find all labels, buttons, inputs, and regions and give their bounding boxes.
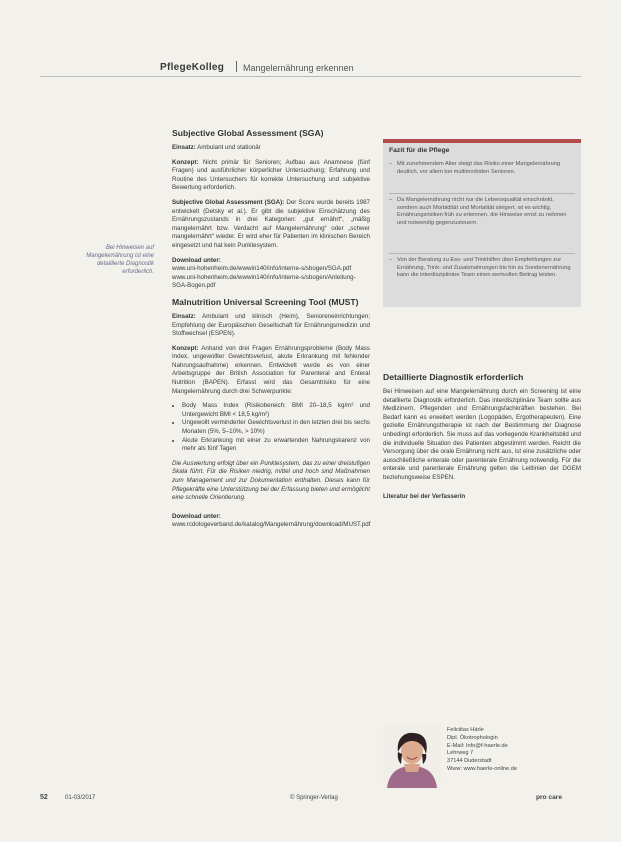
header-separator <box>236 61 237 72</box>
fazit-item <box>389 197 575 227</box>
must-einsatz <box>172 313 370 339</box>
issue-info: 01-03/2017 <box>65 795 96 801</box>
header-topic: Mangelernährung erkennen <box>243 63 354 73</box>
list-item: • Akute Erkrankung mit einer zu erwartenden Nahrungskarenz von mehr als fünf Tagen <box>182 437 370 454</box>
list-item: • Ungewollt verminderter Gewichtsverlust in den letzten drei bis sechs Monaten (5%, 5–10%, > 10%) <box>182 419 370 436</box>
sga-download <box>172 257 370 291</box>
fazit-item-text: Da Mangelernährung nicht nur die Lebensqualität einschränkt, sondern auch Morbidität und Mortalität steigert, ist es wichtig, Ernährungsrisiken früh zu erkennen, die Hinweise ernst zu nehmen und notwendig gegenzusteuern. <box>397 197 567 226</box>
must-download-link[interactable]: www.rcdologeverband.de/katalog/Mangelernährung/download/MUST.pdf <box>172 521 371 529</box>
author-street: Lehrweg 7 <box>447 750 474 757</box>
must-konzept-text: Anhand von drei Fragen Ernährungsprobleme (Body Mass Index, ungewollter Gewichtsverlust, akute Erkrankung mit fehlender Nahrungsaufnahme) erkennen. Entwickelt wurde es von einer Arbeitsgruppe der British Association for Parenteral and Enteral Nutrition (BAPEN). Erfasst wird das Gesamtrisiko für eine Mangelernährung durch drei Schwerpunkte: <box>172 344 370 395</box>
author-title: Dipl. Ökotrophologin <box>447 734 498 741</box>
dash-icon: – <box>389 161 393 167</box>
author-info <box>447 727 581 774</box>
must-download-label: Download unter: <box>172 512 221 520</box>
diagnostics-heading: Detaillierte Diagnostik erforderlich <box>383 372 524 382</box>
must-konzept <box>172 345 370 397</box>
fazit-item-text: Von der Beratung zu Ess- und Trinkhilfen über Empfehlungen zur Ernährung, Trink- und Zusatznahrungen bis hin zu Sondenernährung kann die interdisziplinäre Team einen wertvollen Beitrag leisten. <box>397 257 571 279</box>
dash-icon: – <box>389 197 393 203</box>
author-box <box>383 724 581 788</box>
page-footer <box>0 794 621 806</box>
journal-brand: PflegeKolleg <box>160 62 225 73</box>
sga-description <box>172 199 370 251</box>
fazit-divider <box>389 253 575 254</box>
fazit-accent-bar <box>383 139 581 143</box>
diagnostics-text: Bei Hinweisen auf eine Mangelernährung durch ein Screening ist eine detaillierte Diagnostik erforderlich. Das interdisziplinäre Team sollte aus Medizinern, Pflegenden und Ernährungsfachkräften bestehen. Bei Bedarf kann es erweitert werden (Logopäden, Ergotherapeuten). Eine gezielte Ernährungstherapie ist nach der Bestimmung der Diagnose unbedingt erforderlich. Sie muss auf das vorliegende Krankheitsbild und die individuelle Situation des Patienten abgestimmt werden. Reicht die Versorgung über die orale Ernährung nicht aus, ist eine zusätzliche oder ausschließliche enterale oder parenterale Ernährung notwendig. Für die enterale und parenterale Ernährung gelten die Leitlinien der DGEM beziehungsweise ESPEN. <box>383 388 581 481</box>
literature-note: Literatur bei der Verfasserin <box>383 492 466 500</box>
fazit-title: Fazit für die Pflege <box>389 147 450 154</box>
author-city: 37144 Duderstadt <box>447 758 492 765</box>
fazit-item <box>389 257 575 280</box>
margin-note: Bei Hinweisen auf Mangelernährung ist eine detaillierte Diagnostik erforderlich. <box>86 245 154 275</box>
must-criteria-list <box>172 402 370 454</box>
left-column <box>172 128 370 536</box>
sga-description-text: Der Score wurde bereits 1987 entwickelt (Detsky et al.). Er gibt die subjektive Einschätzung des Ernährungszustands in drei Kategorien: „gut ernährt“, „mäßig mangelernährt bzw. Verdacht auf Mangelernährung“ oder „schwer mangelernährt“ wieder. Er wird eher für Patienten im klinischen Bereich eingesetzt und hat kein Punktesystem. <box>172 198 370 249</box>
must-konzept-label: Konzept: <box>172 344 199 352</box>
author-website[interactable]: Www: www.haerle-online.de <box>447 765 517 772</box>
page-number: 52 <box>40 794 48 801</box>
fazit-item-text: Mit zunehmendem Alter steigt das Risiko einer Mangelernährung deutlich, vor allem bei multimorbiden Senioren. <box>397 161 561 175</box>
fazit-item <box>389 161 575 176</box>
list-item: • Body Mass Index (Risikobereich: BMI 20–18,5 kg/m² und Untergewicht BMI < 18,5 kg/m²) <box>182 402 370 419</box>
sga-konzept-label: Konzept: <box>172 158 199 166</box>
dash-icon: – <box>389 257 393 263</box>
must-download <box>172 513 370 530</box>
header-rule <box>40 76 581 77</box>
sga-einsatz-text: Ambulant und stationär <box>195 144 261 151</box>
sga-konzept <box>172 159 370 193</box>
sga-download-link-2[interactable]: www.uni-hohenheim.de/wwwin140/info/interne-s/sbogen/Anleitung-SGA-Bogen.pdf <box>172 273 356 290</box>
sga-heading: Subjective Global Assessment (SGA) <box>172 128 324 138</box>
page-header <box>0 60 621 78</box>
must-einsatz-text: Ambulant und klinisch (Heim), Senioreneinrichtungen; Empfehlung der Europäischen Gesellschaft für Ernährungsmedizin und Stoffwechsel (ESPEN). <box>172 312 370 338</box>
sga-download-link-1[interactable]: www.uni-hohenheim.de/wwwin140/info/interne-s/sbogen/SGA.pdf <box>172 265 352 273</box>
must-evaluation: Die Auswertung erfolgt über ein Punktesystem, das zu einer dreistufigen Skala führt. Für die Risiken niedrig, mittel und hoch sind Maßnahmen zum Management und zur Dokumentation enthalten. Dieses kann für Pflegekräfte eine Unterstützung bei der Erfassung bieten und ermöglicht eine schnelle Orientierung. <box>172 459 370 502</box>
sga-einsatz <box>172 144 370 153</box>
sga-konzept-text: Nicht primär für Senioren; Aufbau aus Anamnese (fünf Fragen) und ausführlicher körperlicher Untersuchung; Erfahrung und Routine des Untersuchers für korrekte Untersuchung und subjektive Bewertung erforderlich. <box>172 158 370 192</box>
journal-name: pro care <box>536 794 563 801</box>
must-einsatz-label: Einsatz: <box>172 312 196 320</box>
publisher: © Springer-Verlag <box>290 795 338 801</box>
fazit-divider <box>389 193 575 194</box>
author-email[interactable]: E-Mail: Info@f-haerle.de <box>447 742 508 749</box>
author-name: Feliciitas Härle <box>447 727 484 733</box>
must-heading: Malnutrition Universal Screening Tool (MUST) <box>172 296 359 307</box>
sga-description-label: Subjective Global Assessment (SGA): <box>172 198 285 206</box>
right-column <box>383 372 581 507</box>
author-photo <box>383 724 441 788</box>
fazit-box <box>383 139 581 307</box>
sga-einsatz-label: Einsatz: <box>172 144 196 151</box>
sga-download-label: Download unter: <box>172 256 221 264</box>
